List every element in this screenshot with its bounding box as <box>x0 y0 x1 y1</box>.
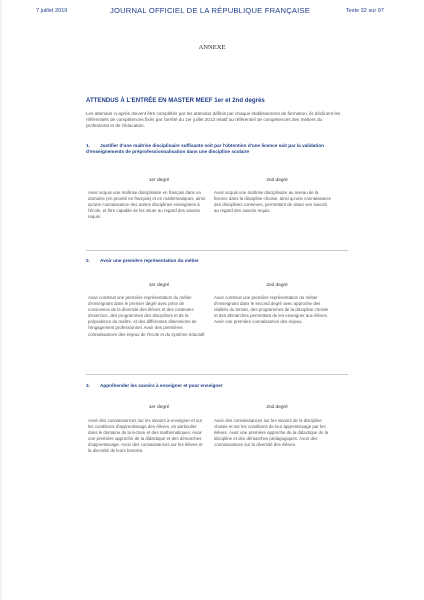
section-2-col1-text: Avoir construit une première représentation du métier d'enseignant dans le premier degré avec prise de conscience de la diversité des élèves et des contextes d'exercice, des programmes des disciplines et de la polyvalence du maître, et des différentes dimensions de l'engagement professionnel. Avoir des premières connaissances des enjeux de l'école et du système éducatif. <box>88 295 206 337</box>
section-3-col1-head: 1er degré <box>148 405 170 410</box>
intro-paragraph: Les attendus ci-après doivent être complétés par les attendus définis par chaque établissement de formation, ils déclinent les référentiels de compétences fixés par l'arrêté du 1er juillet 2013 relatif au référentiel de compétences des métiers du professorat et de l'éducation. <box>86 111 341 129</box>
section-1-heading: Justifier d'une maîtrise disciplinaire suffisante soit par l'obtention d'une licence soit par la validation d'enseignements de préprofessionnalisation dans une discipline scolaire <box>86 143 324 155</box>
section-3-col2-head: 2nd degré <box>266 405 288 410</box>
section-1-number: 1. <box>86 143 90 148</box>
page-edge <box>0 0 2 600</box>
section-2-col2-head: 2nd degré <box>266 283 288 288</box>
section-3-number: 3. <box>86 383 90 388</box>
section-2-title <box>86 258 344 264</box>
section-2-col1-head: 1er degré <box>148 283 170 288</box>
section-2-col2-text: Avoir construit une première représentation du métier d'enseignant dans le second degré avec approche des réalités du terrain, des programmes de la discipline choisie et des démarches permettant de les enseigner aux élèves. Avoir une première connaissance des enjeux. <box>214 295 329 325</box>
header-page-number: Texte 32 sur 97 <box>345 8 384 14</box>
section-3-col2-text: Avoir des connaissances sur les savoirs de la discipline choisie et sur les conditions de leur apprentissage par les élèves. Avoir une première approche de la didactique de la discipline et des démarches pédagogiques. Avoir des connaissances sur la diversité des élèves. <box>214 418 329 448</box>
header-date: 7 juillet 2019 <box>36 8 68 14</box>
section-2-number: 2. <box>86 258 90 263</box>
annexe-heading: ANNEXE <box>198 44 226 51</box>
section-3-title <box>86 383 344 389</box>
header-journal-title: JOURNAL OFFICIEL DE LA RÉPUBLIQUE FRANÇAISE <box>109 6 311 15</box>
section-divider <box>86 250 348 251</box>
section-1-col1-head: 1er degré <box>148 178 170 183</box>
document-title: ATTENDUS À L'ENTRÉE EN MASTER MEEF 1er et 2nd degrés <box>86 97 265 104</box>
section-1-col1-text: Avoir acquis une maîtrise disciplinaire en français dans un domaine (en priorité en français) et en mathématiques, ainsi qu'une connaissance des autres disciplines enseignées à l'école, et être capable de les situer au regard des savoirs requis. <box>88 190 205 220</box>
section-divider <box>86 374 348 375</box>
section-2-heading: Avoir une première représentation du métier <box>100 258 199 263</box>
section-3-heading: Appréhender les savoirs à enseigner et pour enseigner <box>100 383 223 388</box>
section-1-title <box>86 143 344 156</box>
page-header <box>36 6 384 18</box>
section-1-col2-text: Avoir acquis une maîtrise disciplinaire au niveau de la licence dans la discipline choisie, ainsi qu'une connaissance des disciplines connexes, permettant de situer ses savoirs au regard des savoirs requis. <box>214 190 332 214</box>
section-3-col1-text: Avoir des connaissances sur les savoirs à enseigner et sur les conditions d'apprentissage des élèves, en particulier dans le domaine de la lecture et des mathématiques. Avoir une première approche de la didactique et des démarches d'apprentissage. Avoir des connaissances sur les élèves et la diversité de leurs besoins. <box>88 418 203 454</box>
section-1-col2-head: 2nd degré <box>266 178 288 183</box>
